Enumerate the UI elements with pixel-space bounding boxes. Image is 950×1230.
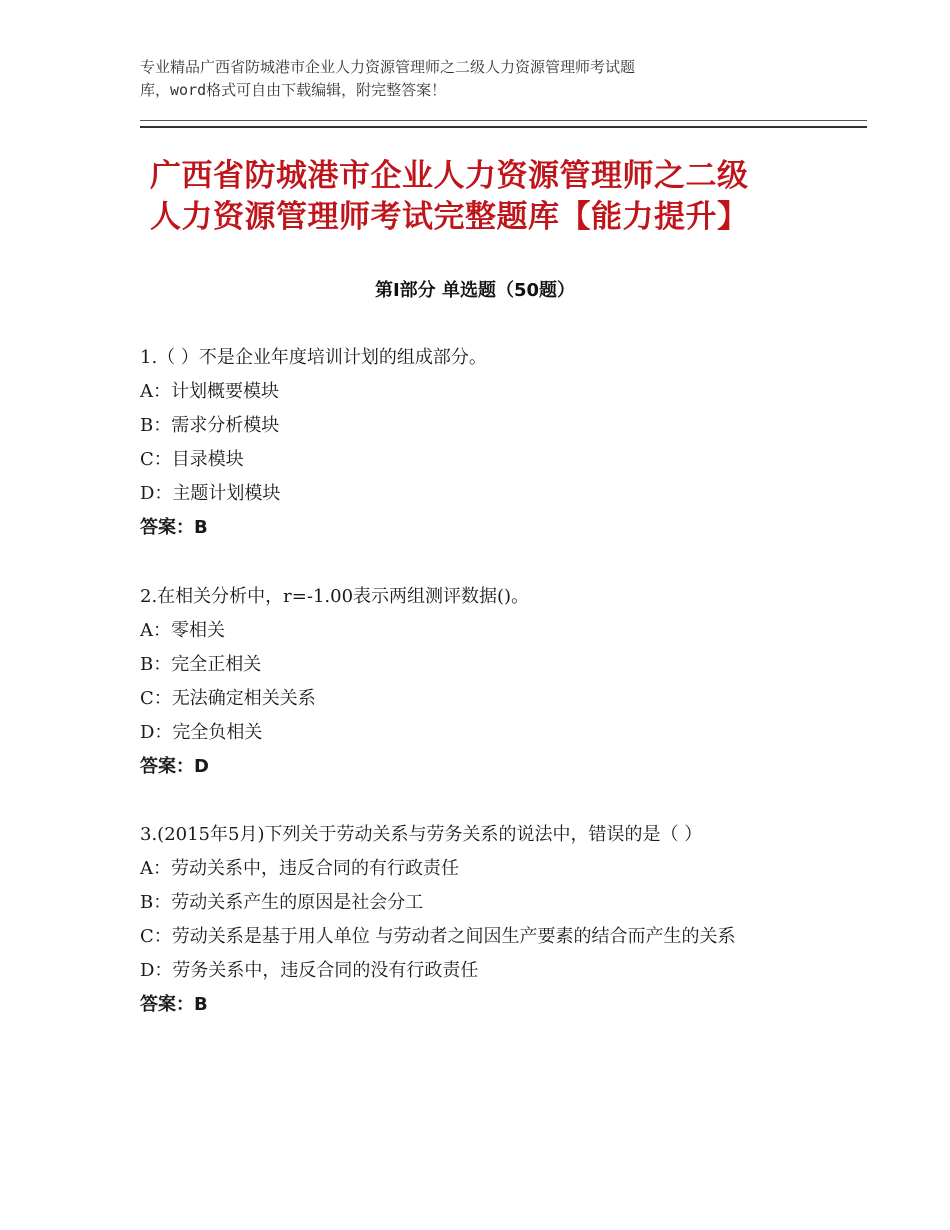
header-note bbox=[140, 56, 780, 102]
answer: 答案：B bbox=[140, 994, 208, 1015]
question-item bbox=[140, 580, 810, 784]
header-note-line-1: 专业精品广西省防城港市企业人力资源管理师之二级人力资源管理师考试题 bbox=[140, 58, 636, 76]
option-b: B：劳动关系产生的原因是社会分工 bbox=[140, 892, 424, 913]
option-d: D：劳务关系中，违反合同的没有行政责任 bbox=[140, 960, 479, 981]
section-title: 第Ⅰ部分 单选题（50题） bbox=[374, 280, 575, 301]
option-a: A：计划概要模块 bbox=[140, 381, 279, 402]
answer: 答案：D bbox=[140, 756, 209, 777]
option-b: B：需求分析模块 bbox=[140, 415, 280, 436]
option-d: D：完全负相关 bbox=[140, 722, 263, 743]
question-stem: 2.在相关分析中，r=-1.00表示两组测评数据()。 bbox=[140, 586, 530, 607]
document-title bbox=[150, 156, 830, 238]
question-item bbox=[140, 341, 810, 545]
option-a: A：劳动关系中，违反合同的有行政责任 bbox=[140, 858, 459, 879]
document-title-line-2: 人力资源管理师考试完整题库【能力提升】 bbox=[150, 199, 749, 235]
header-note-line-2: 库，word格式可自由下载编辑，附完整答案！ bbox=[140, 81, 447, 99]
option-b: B：完全正相关 bbox=[140, 654, 262, 675]
document-title-line-1: 广西省防城港市企业人力资源管理师之二级 bbox=[150, 158, 749, 194]
option-c: C：无法确定相关关系 bbox=[140, 688, 316, 709]
option-c: C：目录模块 bbox=[140, 449, 244, 470]
question-stem: 1.（ ）不是企业年度培训计划的组成部分。 bbox=[140, 347, 487, 368]
question-item bbox=[140, 818, 810, 1022]
question-stem: 3.(2015年5月)下列关于劳动关系与劳务关系的说法中，错误的是（ ） bbox=[140, 824, 703, 845]
answer: 答案：B bbox=[140, 517, 208, 538]
header-divider bbox=[140, 120, 867, 128]
option-c: C：劳动关系是基于用人单位 与劳动者之间因生产要素的结合而产生的关系 bbox=[140, 926, 736, 947]
option-a: A：零相关 bbox=[140, 620, 225, 641]
option-d: D：主题计划模块 bbox=[140, 483, 281, 504]
